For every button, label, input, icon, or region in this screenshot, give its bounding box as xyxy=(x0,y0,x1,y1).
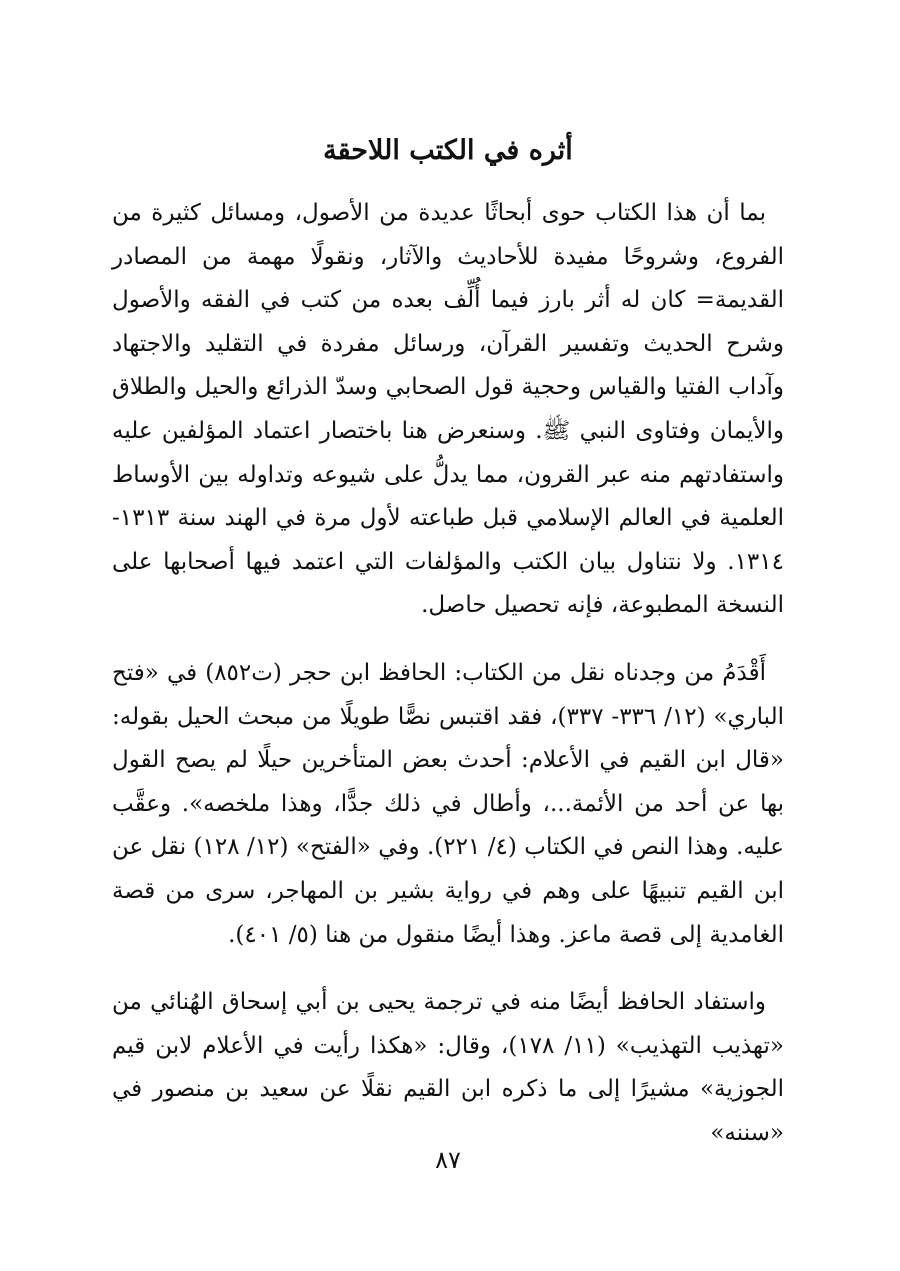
paragraph-3: واستفاد الحافظ أيضًا منه في ترجمة يحيى بن أبي إسحاق الهُنائي من «تهذيب التهذيب» (١١/ ١٧٨)، وقال: «هكذا رأيت في الأعلام لابن قيم الجوزية» مشيرًا إلى ما ذكره ابن القيم نقلًا عن سعيد بن منصور في «سننه» xyxy=(112,989,784,1146)
paragraph-1: بما أن هذا الكتاب حوى أبحاثًا عديدة من الأصول، ومسائل كثيرة من الفروع، وشروحًا مفيدة للأحاديث والآثار، ونقولًا مهمة من المصادر القديمة= كان له أثر بارز فيما أُلِّف بعده من كتب في الفقه والأصول وشرح الحديث وتفسير القرآن، ورسائل مفردة في التقليد والاجتهاد وآداب الفتيا والقياس وحجية قول الصحابي وسدّ الذرائع والحيل والطلاق والأيمان وفتاوى النبي ﷺ. وسنعرض هنا باختصار اعتماد المؤلفين عليه واستفادتهم منه عبر القرون، مما يدلُّ على شيوعه وتداوله بين الأوساط العلمية في العالم الإسلامي قبل طباعته لأول مرة في الهند سنة ١٣١٣- ١٣١٤. ولا نتناول بيان الكتب والمؤلفات التي اعتمد فيها أصحابها على النسخة المطبوعة، فإنه تحصيل حاصل. xyxy=(112,200,784,619)
book-page xyxy=(112,124,784,1254)
page-number: ٨٧ xyxy=(435,1146,461,1174)
section-heading: أثره في الكتب اللاحقة xyxy=(323,135,573,166)
paragraph-2: أَقْدَمُ من وجدناه نقل من الكتاب: الحافظ ابن حجر (ت٨٥٢) في «فتح الباري» (١٢/ ٣٣٦- ٣٣٧)، فقد اقتبس نصًّا طويلًا من مبحث الحيل بقوله: «قال ابن القيم في الأعلام: أحدث بعض المتأخرين حيلًا لم يصح القول بها عن أحد من الأئمة...، وأطال في ذلك جدًّا، وهذا ملخصه». وعقَّب عليه. وهذا النص في الكتاب (٤/ ٢٢١). وفي «الفتح» (١٢/ ١٢٨) نقل عن ابن القيم تنبيهًا على وهم في رواية بشير بن المهاجر، سرى من قصة الغامدية إلى قصة ماعز. وهذا أيضًا منقول من هنا (٥/ ٤٠١). xyxy=(112,659,785,948)
